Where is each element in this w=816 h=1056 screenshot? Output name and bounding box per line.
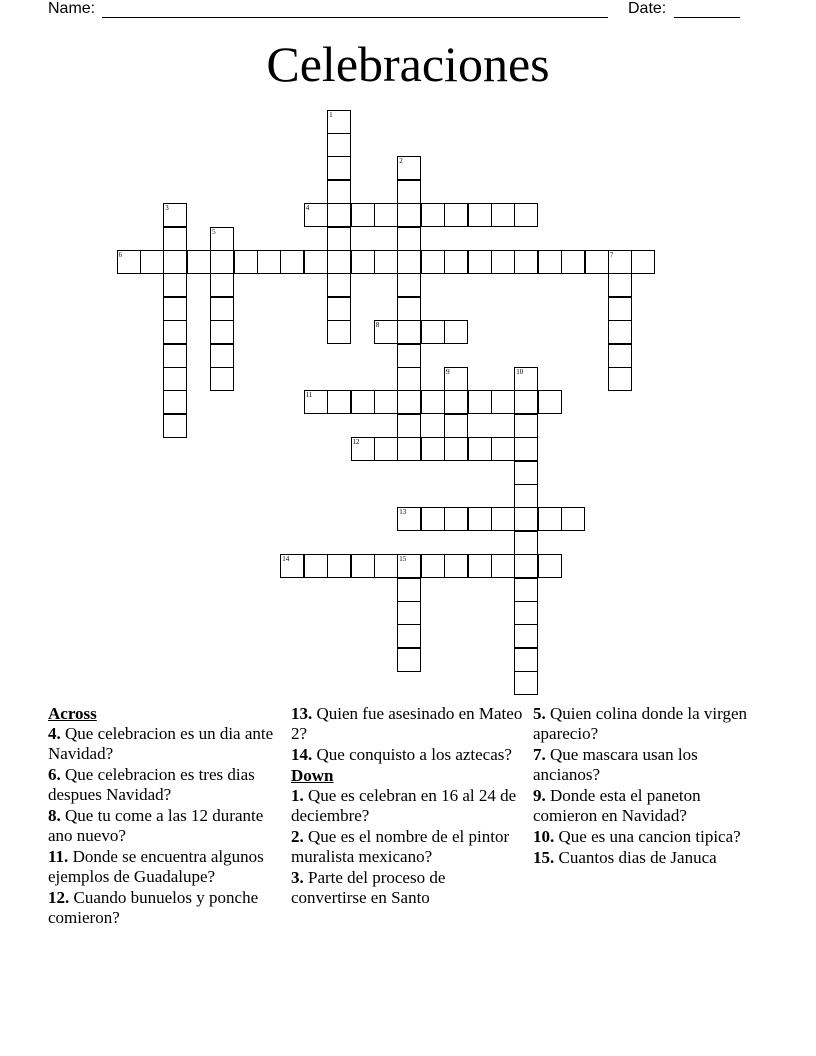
crossword-cell[interactable] xyxy=(327,203,351,227)
crossword-cell[interactable] xyxy=(163,367,187,391)
crossword-cell[interactable] xyxy=(421,320,445,344)
crossword-cell[interactable] xyxy=(631,250,655,274)
clue-number: 12. xyxy=(48,888,70,907)
clues-column-1 xyxy=(48,704,280,929)
down-heading: Down xyxy=(291,766,334,785)
clue-number: 11. xyxy=(48,847,69,866)
crossword-cell[interactable] xyxy=(257,250,281,274)
crossword-cell[interactable] xyxy=(374,320,398,344)
crossword-cell[interactable] xyxy=(397,624,421,648)
crossword-cell[interactable] xyxy=(468,250,492,274)
crossword-cell[interactable] xyxy=(327,250,351,274)
crossword-cell[interactable] xyxy=(468,390,492,414)
crossword-cell[interactable] xyxy=(397,344,421,368)
crossword-cell[interactable] xyxy=(327,554,351,578)
crossword-cell[interactable] xyxy=(421,203,445,227)
crossword-cell[interactable] xyxy=(514,601,538,625)
crossword-cell[interactable] xyxy=(491,437,515,461)
clue-text: Que conquisto a los aztecas? xyxy=(312,745,512,764)
clue-number: 5. xyxy=(533,704,546,723)
crossword-cell[interactable] xyxy=(327,133,351,157)
crossword-cell[interactable] xyxy=(163,273,187,297)
crossword-cell[interactable] xyxy=(561,250,585,274)
clue-number: 10. xyxy=(533,827,555,846)
crossword-cell[interactable] xyxy=(491,250,515,274)
crossword-cell[interactable] xyxy=(397,367,421,391)
clue-text: Donde se encuentra algunos ejemplos de Guadalupe? xyxy=(48,847,264,886)
crossword-cell[interactable] xyxy=(585,250,609,274)
crossword-cell[interactable] xyxy=(468,203,492,227)
cell-number: 1 xyxy=(329,110,333,119)
crossword-cell[interactable] xyxy=(491,203,515,227)
crossword-cell[interactable] xyxy=(280,554,304,578)
crossword-cell[interactable] xyxy=(327,390,351,414)
crossword-cell[interactable] xyxy=(608,320,632,344)
crossword-cell[interactable] xyxy=(444,203,468,227)
clue-text: Que tu come a las 12 durante ano nuevo? xyxy=(48,806,264,845)
clue-text: Cuantos dias de Januca xyxy=(554,848,717,867)
crossword-cell[interactable] xyxy=(514,414,538,438)
clues-column-3 xyxy=(533,704,765,869)
clue-item xyxy=(48,724,280,764)
crossword-cell[interactable] xyxy=(327,227,351,251)
crossword-cell[interactable] xyxy=(538,390,562,414)
crossword-cell[interactable] xyxy=(140,250,164,274)
clue-number: 7. xyxy=(533,745,546,764)
crossword-cell[interactable] xyxy=(514,531,538,555)
clue-number: 1. xyxy=(291,786,304,805)
crossword-cell[interactable] xyxy=(608,344,632,368)
crossword-cell[interactable] xyxy=(187,250,211,274)
cell-number: 6 xyxy=(118,250,122,259)
clue-text: Que celebracion es un dia ante Navidad? xyxy=(48,724,274,763)
crossword-cell[interactable] xyxy=(397,227,421,251)
crossword-cell[interactable] xyxy=(514,624,538,648)
clue-item xyxy=(533,848,765,868)
crossword-cell[interactable] xyxy=(304,203,328,227)
crossword-cell[interactable] xyxy=(304,390,328,414)
clue-item xyxy=(291,827,523,867)
clue-item xyxy=(291,704,523,744)
crossword-cell[interactable] xyxy=(117,250,141,274)
crossword-cell[interactable] xyxy=(163,414,187,438)
cell-number: 4 xyxy=(305,204,310,213)
clue-item xyxy=(533,745,765,785)
crossword-cell[interactable] xyxy=(538,250,562,274)
crossword-cell[interactable] xyxy=(514,437,538,461)
crossword-cell[interactable] xyxy=(327,180,351,204)
crossword-cell[interactable] xyxy=(374,390,398,414)
clue-item xyxy=(48,765,280,805)
crossword-cell[interactable] xyxy=(210,367,234,391)
clue-text: Donde esta el paneton comieron en Navidad? xyxy=(533,786,701,825)
crossword-cell[interactable] xyxy=(210,273,234,297)
clue-item xyxy=(48,806,280,846)
clue-text: Que es una cancion tipica? xyxy=(554,827,741,846)
clues-section xyxy=(48,704,768,964)
clue-item xyxy=(291,745,523,765)
cell-number: 2 xyxy=(399,157,403,166)
clue-item xyxy=(48,888,280,928)
crossword-cell[interactable] xyxy=(327,156,351,180)
crossword-cell[interactable] xyxy=(514,648,538,672)
crossword-cell[interactable] xyxy=(538,554,562,578)
crossword-cell[interactable] xyxy=(397,578,421,602)
crossword-cell[interactable] xyxy=(514,390,538,414)
crossword-cell[interactable] xyxy=(397,437,421,461)
clue-number: 15. xyxy=(533,848,555,867)
clues-column-2 xyxy=(291,704,523,909)
crossword-cell[interactable] xyxy=(397,250,421,274)
crossword-cell[interactable] xyxy=(397,507,421,531)
crossword-cell[interactable] xyxy=(514,203,538,227)
clue-text: Cuando bunuelos y ponche comieron? xyxy=(48,888,259,927)
clue-number: 8. xyxy=(48,806,61,825)
crossword-cell[interactable] xyxy=(304,250,328,274)
crossword-cell[interactable] xyxy=(444,390,468,414)
crossword-cell[interactable] xyxy=(397,390,421,414)
crossword-cell[interactable] xyxy=(444,320,468,344)
crossword-cell[interactable] xyxy=(444,414,468,438)
crossword-cell[interactable] xyxy=(561,507,585,531)
clue-text: Que mascara usan los ancianos? xyxy=(533,745,698,784)
crossword-cell[interactable] xyxy=(514,367,538,391)
crossword-cell[interactable] xyxy=(397,297,421,321)
clue-text: Que celebracion es tres dias despues Navidad? xyxy=(48,765,255,804)
crossword-cell[interactable] xyxy=(374,250,398,274)
clue-number: 14. xyxy=(291,745,313,764)
crossword-cell[interactable] xyxy=(397,554,421,578)
cell-number: 14 xyxy=(282,555,290,564)
clue-number: 4. xyxy=(48,724,61,743)
crossword-cell[interactable] xyxy=(304,554,328,578)
crossword-cell[interactable] xyxy=(608,367,632,391)
crossword-cell[interactable] xyxy=(514,671,538,695)
crossword-cell[interactable] xyxy=(327,273,351,297)
cell-number: 7 xyxy=(609,250,614,259)
cell-number: 5 xyxy=(212,227,216,236)
crossword-cell[interactable] xyxy=(351,437,375,461)
crossword-cell[interactable] xyxy=(468,554,492,578)
crossword-cell[interactable] xyxy=(163,227,187,251)
crossword-cell[interactable] xyxy=(163,390,187,414)
crossword-cell[interactable] xyxy=(514,250,538,274)
clue-text: Parte del proceso de convertirse en Santo xyxy=(291,868,446,907)
crossword-cell[interactable] xyxy=(444,507,468,531)
crossword-cell[interactable] xyxy=(444,554,468,578)
name-label: Name: xyxy=(48,0,96,17)
crossword-cell[interactable] xyxy=(351,250,375,274)
crossword-cell[interactable] xyxy=(351,554,375,578)
clue-text: Quien fue asesinado en Mateo 2? xyxy=(291,704,523,743)
crossword-cell[interactable] xyxy=(514,554,538,578)
crossword-cell[interactable] xyxy=(491,390,515,414)
crossword-cell[interactable] xyxy=(327,110,351,134)
crossword-cell[interactable] xyxy=(421,390,445,414)
crossword-cell[interactable] xyxy=(468,507,492,531)
crossword-cell[interactable] xyxy=(514,484,538,508)
crossword-cell[interactable] xyxy=(397,601,421,625)
clue-number: 13. xyxy=(291,704,313,723)
crossword-cell[interactable] xyxy=(374,437,398,461)
crossword-cell[interactable] xyxy=(163,344,187,368)
crossword-cell[interactable] xyxy=(397,273,421,297)
crossword-cell[interactable] xyxy=(514,507,538,531)
crossword-cell[interactable] xyxy=(374,554,398,578)
clue-number: 6. xyxy=(48,765,61,784)
cell-number: 9 xyxy=(446,367,450,376)
crossword-cell[interactable] xyxy=(421,437,445,461)
crossword-cell[interactable] xyxy=(514,578,538,602)
crossword-cell[interactable] xyxy=(163,320,187,344)
crossword-cell[interactable] xyxy=(210,320,234,344)
crossword-cell[interactable] xyxy=(421,554,445,578)
crossword-cell[interactable] xyxy=(163,250,187,274)
crossword-cell[interactable] xyxy=(608,297,632,321)
clue-number: 9. xyxy=(533,786,546,805)
crossword-cell[interactable] xyxy=(374,203,398,227)
crossword-cell[interactable] xyxy=(444,367,468,391)
clue-item xyxy=(48,847,280,887)
cell-number: 3 xyxy=(165,204,169,213)
clue-item xyxy=(291,786,523,826)
crossword-cell[interactable] xyxy=(491,507,515,531)
clue-item xyxy=(533,704,765,744)
crossword-cell[interactable] xyxy=(210,344,234,368)
crossword-cell[interactable] xyxy=(210,227,234,251)
crossword-cell[interactable] xyxy=(397,156,421,180)
cell-number: 15 xyxy=(399,555,407,564)
cell-number: 13 xyxy=(399,508,407,517)
crossword-cell[interactable] xyxy=(397,203,421,227)
cell-number: 11 xyxy=(305,391,313,400)
clue-number: 2. xyxy=(291,827,304,846)
crossword-cell[interactable] xyxy=(491,554,515,578)
crossword-cell[interactable] xyxy=(397,414,421,438)
crossword-cell[interactable] xyxy=(163,297,187,321)
clue-text: Que es el nombre de el pintor muralista mexicano? xyxy=(291,827,510,866)
crossword-cell[interactable] xyxy=(327,320,351,344)
crossword-cell[interactable] xyxy=(444,437,468,461)
crossword-cell[interactable] xyxy=(397,320,421,344)
crossword-cell[interactable] xyxy=(538,507,562,531)
crossword-cell[interactable] xyxy=(327,297,351,321)
clue-item xyxy=(533,786,765,826)
crossword-cell[interactable] xyxy=(280,250,304,274)
page-title: Celebraciones xyxy=(266,36,550,92)
cell-number: 8 xyxy=(375,321,380,330)
date-label: Date: xyxy=(628,0,667,17)
crossword-cell[interactable] xyxy=(210,250,234,274)
crossword-cell[interactable] xyxy=(210,297,234,321)
clue-text: Que es celebran en 16 al 24 de deciembre? xyxy=(291,786,517,825)
crossword-cell[interactable] xyxy=(444,250,468,274)
crossword-cell[interactable] xyxy=(397,648,421,672)
crossword-cell[interactable] xyxy=(514,461,538,485)
clue-number: 3. xyxy=(291,868,304,887)
crossword-cell[interactable] xyxy=(608,250,632,274)
crossword-cell[interactable] xyxy=(351,390,375,414)
clue-item xyxy=(533,827,765,847)
clue-text: Quien colina donde la virgen aparecio? xyxy=(533,704,748,743)
cell-number: 12 xyxy=(352,438,360,447)
crossword-cell[interactable] xyxy=(608,273,632,297)
crossword-cell[interactable] xyxy=(234,250,258,274)
crossword-cell[interactable] xyxy=(351,203,375,227)
cell-number: 10 xyxy=(516,367,524,376)
crossword-cell[interactable] xyxy=(397,180,421,204)
crossword-cell[interactable] xyxy=(468,437,492,461)
crossword-cell[interactable] xyxy=(163,203,187,227)
clue-item xyxy=(291,868,523,908)
across-heading: Across xyxy=(48,704,97,723)
crossword-cell[interactable] xyxy=(421,507,445,531)
crossword-cell[interactable] xyxy=(421,250,445,274)
